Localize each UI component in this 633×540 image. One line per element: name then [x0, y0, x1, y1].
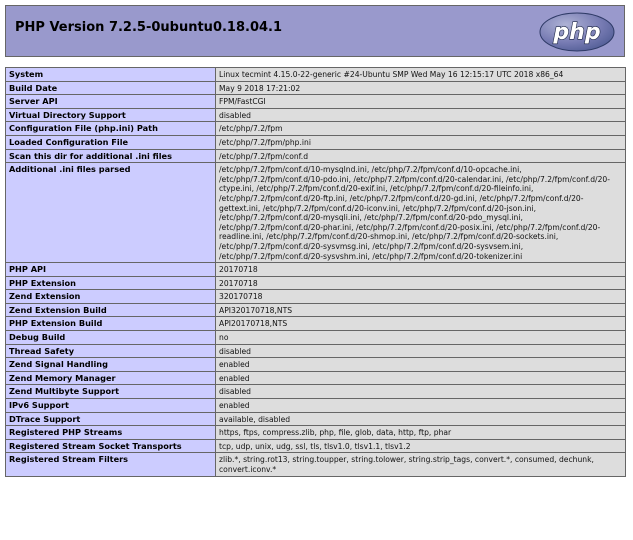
row-label: Loaded Configuration File [6, 135, 216, 149]
info-table [5, 67, 626, 477]
row-value: enabled [216, 399, 626, 413]
table-row [6, 439, 626, 453]
row-label: PHP Extension Build [6, 317, 216, 331]
table-row [6, 290, 626, 304]
table-row [6, 276, 626, 290]
row-label: Debug Build [6, 331, 216, 345]
row-label: Thread Safety [6, 344, 216, 358]
table-row [6, 263, 626, 277]
php-logo-icon [539, 12, 615, 52]
row-label: Virtual Directory Support [6, 108, 216, 122]
row-value: enabled [216, 371, 626, 385]
table-row [6, 135, 626, 149]
row-value: 320170718 [216, 290, 626, 304]
table-row [6, 385, 626, 399]
table-row [6, 358, 626, 372]
row-label: Zend Extension Build [6, 303, 216, 317]
row-label: System [6, 68, 216, 82]
row-label: Additional .ini files parsed [6, 163, 216, 263]
row-value: API20170718,NTS [216, 317, 626, 331]
table-row [6, 149, 626, 163]
row-value: disabled [216, 344, 626, 358]
row-value: https, ftps, compress.zlib, php, file, glob, data, http, ftp, phar [216, 426, 626, 440]
row-label: DTrace Support [6, 412, 216, 426]
row-label: PHP API [6, 263, 216, 277]
row-value: 20170718 [216, 263, 626, 277]
table-row [6, 344, 626, 358]
info-table-body [6, 68, 626, 477]
row-label: Registered Stream Socket Transports [6, 439, 216, 453]
row-label: Registered PHP Streams [6, 426, 216, 440]
row-label: Build Date [6, 81, 216, 95]
table-row [6, 303, 626, 317]
row-value: available, disabled [216, 412, 626, 426]
table-row [6, 68, 626, 82]
table-row [6, 108, 626, 122]
row-value: FPM/FastCGI [216, 95, 626, 109]
table-row [6, 412, 626, 426]
row-label: Scan this dir for additional .ini files [6, 149, 216, 163]
row-value: 20170718 [216, 276, 626, 290]
row-label: Registered Stream Filters [6, 453, 216, 476]
row-value: /etc/php/7.2/fpm/conf.d/10-mysqlnd.ini, /etc/php/7.2/fpm/conf.d/10-opcache.ini, /etc/php/7.2/fpm/conf.d/10-pdo.ini, /etc/php/7.2/fpm/conf.d/20-calendar.ini, /etc/php/7.2/fpm/conf.d/20-ctype.ini, /etc/php/7.2/fpm/conf.d/20-exif.ini, /etc/php/7.2/fpm/conf.d/20-fileinfo.ini, /etc/php/7.2/fpm/conf.d/20-ftp.ini, /etc/php/7.2/fpm/conf.d/20-gd.ini, /etc/php/7.2/fpm/conf.d/20-gettext.ini, /etc/php/7.2/fpm/conf.d/20-iconv.ini, /etc/php/7.2/fpm/conf.d/20-json.ini, /etc/php/7.2/fpm/conf.d/20-mysqli.ini, /etc/php/7.2/fpm/conf.d/20-pdo_mysql.ini, /etc/php/7.2/fpm/conf.d/20-phar.ini, /etc/php/7.2/fpm/conf.d/20-posix.ini, /etc/php/7.2/fpm/conf.d/20-readline.ini, /etc/php/7.2/fpm/conf.d/20-shmop.ini, /etc/php/7.2/fpm/conf.d/20-sockets.ini, /etc/php/7.2/fpm/conf.d/20-sysvmsg.ini, /etc/php/7.2/fpm/conf.d/20-sysvsem.ini, /etc/php/7.2/fpm/conf.d/20-sysvshm.ini, /etc/php/7.2/fpm/conf.d/20-tokenizer.ini [216, 163, 626, 263]
row-label: Zend Multibyte Support [6, 385, 216, 399]
row-value: May 9 2018 17:21:02 [216, 81, 626, 95]
php-logo-svg [539, 12, 615, 52]
row-value: API320170718,NTS [216, 303, 626, 317]
row-value: no [216, 331, 626, 345]
row-label: PHP Extension [6, 276, 216, 290]
row-label: Zend Memory Manager [6, 371, 216, 385]
row-value: Linux tecmint 4.15.0-22-generic #24-Ubuntu SMP Wed May 16 12:15:17 UTC 2018 x86_64 [216, 68, 626, 82]
row-label: Configuration File (php.ini) Path [6, 122, 216, 136]
table-row [6, 122, 626, 136]
row-label: Server API [6, 95, 216, 109]
row-value: enabled [216, 358, 626, 372]
page-header [5, 5, 625, 57]
row-value: /etc/php/7.2/fpm [216, 122, 626, 136]
row-value: /etc/php/7.2/fpm/conf.d [216, 149, 626, 163]
row-label: Zend Signal Handling [6, 358, 216, 372]
table-row [6, 317, 626, 331]
row-value: zlib.*, string.rot13, string.toupper, string.tolower, string.strip_tags, convert.*, consumed, dechunk, convert.iconv.* [216, 453, 626, 476]
row-label: IPv6 Support [6, 399, 216, 413]
row-value: disabled [216, 385, 626, 399]
row-label: Zend Extension [6, 290, 216, 304]
table-row [6, 371, 626, 385]
table-row [6, 95, 626, 109]
table-row [6, 331, 626, 345]
php-logo-text: php [553, 20, 601, 45]
row-value: tcp, udp, unix, udg, ssl, tls, tlsv1.0, tlsv1.1, tlsv1.2 [216, 439, 626, 453]
page-title: PHP Version 7.2.5-0ubuntu0.18.04.1 [15, 20, 283, 35]
table-row [6, 399, 626, 413]
row-value: /etc/php/7.2/fpm/php.ini [216, 135, 626, 149]
table-row [6, 426, 626, 440]
table-row [6, 453, 626, 476]
row-value: disabled [216, 108, 626, 122]
table-row [6, 163, 626, 263]
table-row [6, 81, 626, 95]
